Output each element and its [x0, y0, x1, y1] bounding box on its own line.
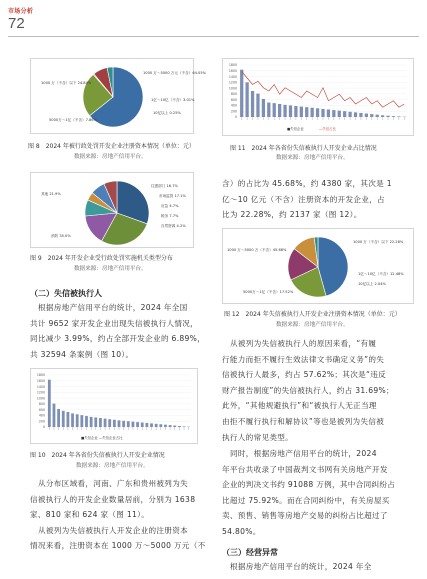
- y-tick-label: 200: [230, 109, 237, 114]
- legend: ■失信企业 ―失信企业占比: [81, 436, 123, 440]
- fig8-pie: [31, 59, 207, 133]
- bar: [85, 416, 88, 427]
- text-line: 此外，“其他规避执行”和“被执行人无正当理: [222, 401, 377, 411]
- ratio-line: [242, 72, 405, 108]
- bar: [256, 94, 259, 117]
- bar: [183, 426, 186, 427]
- slice-label: 10亿以上 0.25%: [153, 111, 181, 115]
- slice-label: 5000万～1亿（不含）17.52%: [243, 290, 294, 294]
- bar: [145, 423, 148, 427]
- slice-label: 1000 万～5000 万（不含）45.68%: [227, 248, 287, 252]
- bar: [136, 422, 139, 427]
- figure-12-chart: [222, 228, 414, 304]
- slice-label: 1000 万～5000 万元（不含）64.05%: [143, 71, 207, 75]
- bar: [71, 413, 74, 427]
- bar: [262, 99, 265, 117]
- bar: [53, 404, 56, 427]
- text-line: 含）的占比为 45.68%，约 4380 家，其次是 1: [222, 179, 392, 188]
- bar: [113, 420, 116, 427]
- bar: [321, 109, 324, 117]
- y-tick-label: 1400: [36, 384, 45, 389]
- bar: [104, 419, 107, 427]
- text-line: 年平台共收录了中国裁判文书网有关房地产开发: [222, 464, 388, 474]
- text-line: 执行人的常见类型。: [222, 432, 294, 442]
- left-paragraph-2: [30, 476, 206, 554]
- figure-9-caption: 图 9 2024 年开发企业受行政处罚实施机关类型分布: [30, 255, 173, 262]
- text-line: 财产报告制度”的失信被执行人，约占 31.69%；: [222, 385, 394, 395]
- figure-10-source: 数据来源：房地产信用平台。: [76, 463, 149, 469]
- y-tick-label: 0: [234, 115, 237, 120]
- y-tick-label: 1200: [36, 390, 45, 395]
- bar: [294, 106, 297, 117]
- figure-10-caption: 图 10 2024 年各省份失信被执行人开发企业情况: [30, 452, 165, 459]
- text-line: 从被列为失信被执行人开发企业的注册资本: [38, 525, 188, 535]
- bar: [332, 110, 335, 117]
- bar: [311, 108, 314, 117]
- bar: [57, 409, 60, 427]
- bar: [305, 107, 308, 117]
- bar: [94, 417, 97, 427]
- bar: [251, 91, 254, 117]
- bar: [67, 412, 70, 427]
- figure-11-source: 数据来源：房地产信用平台。: [276, 155, 349, 161]
- fig10-bar: [31, 369, 197, 443]
- y-tick-label: 600: [230, 97, 237, 102]
- figure-8-caption: 图 8 2024 年被行政处罚开发企业注册资本情况（单位：元）: [28, 143, 195, 150]
- bar: [127, 421, 130, 427]
- bar: [159, 424, 162, 427]
- bar: [48, 380, 51, 427]
- bar: [62, 411, 65, 427]
- bar: [240, 70, 243, 117]
- bar: [381, 115, 384, 117]
- bar: [118, 420, 121, 427]
- y-tick-label: 800: [38, 402, 45, 407]
- y-tick-label: 600: [38, 407, 45, 412]
- bar: [359, 113, 362, 117]
- page-number: 72: [8, 15, 25, 32]
- slice-label: 1亿～10亿（不含）3.01%: [151, 98, 195, 102]
- text-line: 同时，根据房地产信用平台的统计，2024: [230, 449, 377, 458]
- y-tick-label: 1800: [228, 63, 237, 68]
- figure-9-chart: [30, 172, 194, 248]
- bar: [164, 425, 167, 427]
- text-line: 共 32594 条案例（图 10）。: [30, 349, 134, 359]
- right-paragraph-2: [222, 336, 394, 445]
- y-tick-label: 1000: [36, 396, 45, 401]
- text-line: 根据房地产信用平台的统计，2024 年全: [230, 562, 372, 571]
- slice-label: 住建部门 16.7%: [151, 184, 178, 188]
- y-tick-label: 1200: [228, 80, 237, 85]
- bar: [397, 116, 400, 117]
- slice-label: 5000万～1亿（不含）7.86%: [49, 118, 98, 122]
- bar: [169, 425, 172, 427]
- bar: [354, 112, 357, 117]
- text-line: 比超过 75.92%。而在合同纠纷中，有关房屋买: [222, 495, 390, 505]
- text-line: 信被执行人最多，约占 57.62%；其次是“违反: [222, 370, 387, 380]
- bar: [316, 108, 319, 117]
- bar: [246, 82, 249, 117]
- y-tick-label: 0: [42, 425, 45, 430]
- bar: [108, 419, 111, 427]
- y-tick-label: 1600: [228, 68, 237, 73]
- text-line: 行能力而拒不履行生效法律文书确定义务”的失: [222, 354, 385, 364]
- right-last-paragraph: [230, 559, 372, 575]
- section-3-heading: （三）经营异常: [222, 548, 278, 557]
- figure-8-chart: [30, 58, 207, 134]
- bar: [76, 414, 79, 427]
- figure-12-caption: 图 12 2024 年失信被执行人开发企业注册资本情况（单位：元）: [224, 311, 401, 318]
- legend-bars: ■失信企业: [287, 127, 304, 131]
- figure-9-source: 数据来源：房地产信用平台。: [74, 266, 147, 272]
- bar: [278, 104, 281, 117]
- right-top-paragraph: [222, 176, 392, 223]
- bar: [80, 415, 83, 427]
- bar: [327, 109, 330, 117]
- figure-11-caption: 图 11 2024 年各省份失信被执行人开发企业占比情况: [230, 145, 377, 152]
- text-line: 情况来看，注册资本在 1000 万～5000 万元（不: [30, 541, 206, 551]
- y-tick-label: 200: [38, 419, 45, 424]
- text-line: 信被执行人的开发企业数量居前，分别为 1638: [30, 494, 196, 504]
- slice-label: 应急 4.7%: [161, 204, 179, 208]
- legend-line: ―失信占比: [319, 127, 336, 131]
- bar: [90, 417, 93, 427]
- bar: [150, 423, 153, 427]
- y-tick-label: 400: [38, 413, 45, 418]
- slice-label: 1000 万（不含）以下 22.28%: [353, 240, 404, 244]
- bar: [132, 422, 135, 427]
- figure-8-source: 数据来源：房地产信用平台。: [74, 154, 147, 160]
- bar: [289, 105, 292, 117]
- slice-label: 自然资源 4.2%: [161, 224, 186, 228]
- fig9-pie: [31, 173, 193, 247]
- y-tick-label: 1800: [36, 373, 45, 378]
- text-line: 由拒不履行执行和解协议”等也是被列为失信被: [222, 416, 385, 426]
- figure-12-source: 数据来源：房地产信用平台。: [276, 322, 349, 328]
- slice-label: 1000 万（不含）以下 24.84%: [41, 81, 92, 85]
- bar: [267, 103, 270, 117]
- text-line: 从被列为失信被执行人的原因来看，“有履: [230, 339, 377, 348]
- bar: [173, 426, 176, 427]
- section-tag: 市场分析: [8, 8, 34, 15]
- text-line: 54.80%。: [222, 526, 261, 536]
- bar: [155, 424, 158, 427]
- figure-11-chart: [222, 58, 414, 136]
- text-line: 根据房地产信用平台的统计，2024 年全国: [38, 303, 188, 312]
- right-paragraph-3: [222, 446, 396, 540]
- slice-label: 税务 7.7%: [161, 214, 179, 218]
- text-line: 比为 22.28%，约 2137 家（图 12）。: [222, 210, 362, 220]
- y-tick-label: 800: [230, 92, 237, 97]
- slice-label: 1亿～10亿（不含）12.48%: [358, 272, 404, 276]
- bar: [365, 114, 368, 117]
- text-line: 从分布区域看，河南、广东和贵州被列为失: [38, 479, 188, 488]
- y-tick-label: 1000: [228, 86, 237, 91]
- section-2-paragraph: [30, 300, 206, 362]
- bar: [348, 112, 351, 117]
- bar: [370, 114, 373, 117]
- y-tick-label: 1600: [36, 378, 45, 383]
- slice-label: 消防 35.0%: [51, 234, 71, 238]
- fig12-pie: [223, 229, 413, 303]
- bar: [122, 421, 125, 427]
- text-line: 共计 9652 家开发企业出现失信被执行人情况，: [30, 318, 199, 328]
- text-line: 家、810 家和 624 家（图 11）。: [30, 510, 150, 520]
- text-line: 卖、预售、销售等房地产交易的纠纷占比超过了: [222, 511, 388, 521]
- bar: [343, 111, 346, 117]
- section-2-heading: （二）失信被执行人: [30, 289, 102, 298]
- bar: [178, 426, 181, 427]
- figure-10-chart: [30, 368, 198, 444]
- text-line: 企业的判决文书约 91088 万例，其中合同纠纷占: [222, 480, 396, 490]
- bar: [392, 116, 395, 117]
- y-tick-label: 400: [230, 103, 237, 108]
- slice-label: 10亿以上 2.04%: [358, 282, 386, 286]
- bar: [273, 103, 276, 117]
- bar: [283, 105, 286, 117]
- bar: [376, 115, 379, 117]
- header-divider: [8, 36, 419, 37]
- bar: [338, 111, 341, 117]
- text-line: 亿～10 亿元（不含）注册资本的开发企业，占: [222, 194, 385, 204]
- bar: [300, 107, 303, 117]
- text-line: 同比减少 3.99%，约占全部开发企业的 6.89%，: [30, 334, 206, 344]
- bar: [141, 423, 144, 427]
- slice-label: 其他 21.9%: [41, 192, 61, 196]
- slice-label: 市场监管 17.1%: [159, 194, 186, 198]
- bar: [99, 418, 102, 427]
- fig11-bar-line: [223, 59, 413, 135]
- bar: [386, 116, 389, 117]
- y-tick-label: 1400: [228, 74, 237, 79]
